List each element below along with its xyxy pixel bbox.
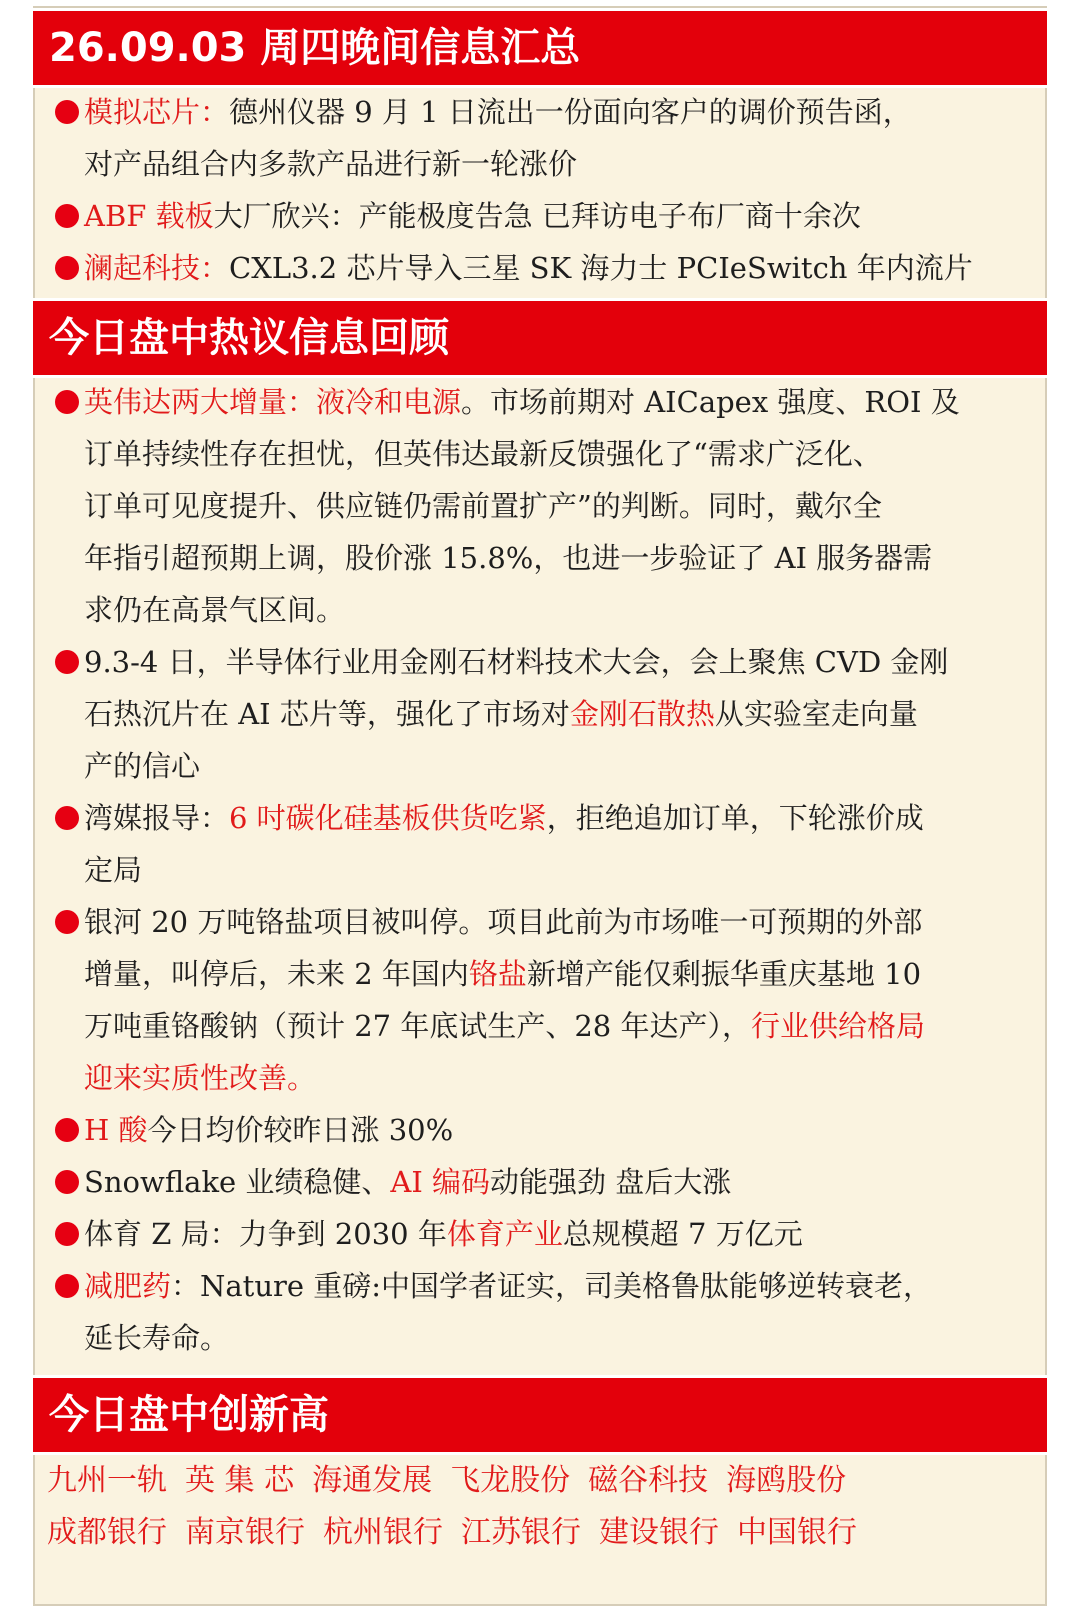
body-text: 订单可见度提升、供应链仍需前置扩产”的判断。同时，戴尔全: [84, 489, 882, 523]
stock-name: 建设银行: [599, 1515, 719, 1550]
news-item: [33, 190, 1047, 242]
body-text: ：Nature 重磅:中国学者证实，司美格鲁肽能够逆转衰老，: [171, 1269, 933, 1303]
stock-name: 英 集 芯: [185, 1463, 295, 1498]
red-dot-bullet-icon: [55, 390, 79, 414]
highlight-text: 澜起科技：: [84, 251, 230, 285]
news-item: [33, 376, 1047, 636]
news-line: [84, 1052, 1033, 1104]
highlight-text: AI 编码: [390, 1165, 491, 1199]
stock-name: 飞龙股份: [450, 1463, 571, 1498]
news-line: [84, 1312, 1033, 1364]
summary-section: [33, 86, 1047, 294]
news-line: [84, 584, 1033, 636]
news-line: [84, 86, 1033, 138]
stock-row: [47, 1507, 1047, 1559]
highlight-text: 模拟芯片：: [84, 95, 230, 129]
news-line: [84, 844, 1033, 896]
new-high-header: 今日盘中创新高: [33, 1375, 1047, 1455]
review-header: 今日盘中热议信息回顾: [33, 298, 1047, 378]
stock-name: 海通发展: [312, 1463, 433, 1498]
stock-name: 杭州银行: [323, 1515, 443, 1550]
highlight-text: 迎来实质性改善。: [84, 1061, 317, 1095]
body-text: 对产品组合内多款产品进行新一轮涨价: [84, 147, 578, 181]
highlight-text: 体育产业: [446, 1217, 563, 1251]
body-text: 湾媒报导：: [84, 801, 230, 835]
body-text: ，拒绝追加订单，下轮涨价成: [546, 801, 924, 835]
news-item: [33, 636, 1047, 792]
stock-name: 成都银行: [47, 1515, 167, 1550]
body-text: 大厂欣兴：产能极度告急 已拜访电子布厂商十余次: [213, 199, 861, 233]
news-line: [84, 896, 1033, 948]
news-line: [84, 532, 1033, 584]
body-text: 德州仪器 9 月 1 日流出一份面向客户的调价预告函，: [229, 95, 912, 129]
highlight-text: 减肥药: [84, 1269, 172, 1303]
stock-name: 中国银行: [737, 1515, 857, 1550]
news-line: [84, 1156, 1033, 1208]
stock-name: 江苏银行: [461, 1515, 581, 1550]
news-item: [33, 792, 1047, 896]
body-text: Snowflake 业绩稳健、: [84, 1165, 391, 1199]
news-line: [84, 428, 1033, 480]
news-line: [84, 138, 1033, 190]
news-item: [33, 86, 1047, 190]
news-line: [84, 480, 1033, 532]
highlight-text: 铬盐: [468, 957, 527, 991]
news-line: [84, 688, 1033, 740]
body-text: 产的信心: [84, 749, 201, 783]
body-text: 延长寿命。: [84, 1321, 230, 1355]
body-text: 石热沉片在 AI 芯片等，强化了市场对: [84, 697, 570, 731]
body-text: 总规模超 7 万亿元: [562, 1217, 803, 1251]
review-section: [33, 376, 1047, 1364]
body-text: 今日均价较昨日涨 30%: [147, 1113, 454, 1147]
news-item: [33, 1156, 1047, 1208]
news-line: [84, 740, 1033, 792]
highlight-text: 金刚石散热: [569, 697, 715, 731]
highlight-text: ABF 载板: [84, 199, 214, 233]
highlight-text: 行业供给格局: [750, 1009, 925, 1043]
body-text: 万吨重铬酸钠（预计 27 年底试生产、28 年达产），: [84, 1009, 751, 1043]
news-item: [33, 896, 1047, 1104]
news-line: [84, 242, 1033, 294]
body-text: CXL3.2 芯片导入三星 SK 海力士 PCIeSwitch 年内流片: [229, 251, 973, 285]
news-item: [33, 1104, 1047, 1156]
news-line: [84, 948, 1033, 1000]
news-item: [33, 242, 1047, 294]
news-line: [84, 376, 1033, 428]
news-item: [33, 1208, 1047, 1260]
body-text: 求仍在高景气区间。: [84, 593, 346, 627]
highlight-text: 英伟达两大增量：液冷和电源: [84, 385, 462, 419]
highlight-text: H 酸: [84, 1113, 148, 1147]
stock-row: [47, 1455, 1047, 1507]
stock-name: 九州一轨: [47, 1463, 167, 1498]
red-dot-bullet-icon: [55, 100, 79, 124]
red-dot-bullet-icon: [55, 1222, 79, 1246]
red-dot-bullet-icon: [55, 650, 79, 674]
body-text: 从实验室走向量: [714, 697, 918, 731]
news-line: [84, 1104, 1033, 1156]
news-line: [84, 636, 1033, 688]
body-text: 增量，叫停后，未来 2 年国内: [84, 957, 469, 991]
body-text: 年指引超预期上调，股价涨 15.8%，也进一步验证了 AI 服务器需: [84, 541, 933, 575]
red-dot-bullet-icon: [55, 256, 79, 280]
stock-name: 海鸥股份: [726, 1463, 847, 1498]
body-text: 定局: [84, 853, 143, 887]
stock-name: 磁谷科技: [588, 1463, 709, 1498]
body-text: 9.3-4 日，半导体行业用金刚石材料技术大会，会上聚焦 CVD 金刚: [84, 645, 949, 679]
body-text: 。市场前期对 AICapex 强度、ROI 及: [461, 385, 960, 419]
summary-header: 26.09.03 周四晚间信息汇总: [33, 8, 1047, 88]
body-text: 新增产能仅剩振华重庆基地 10: [526, 957, 922, 991]
red-dot-bullet-icon: [55, 1170, 79, 1194]
stock-name: 南京银行: [185, 1515, 305, 1550]
news-line: [84, 1260, 1033, 1312]
red-dot-bullet-icon: [55, 1118, 79, 1142]
red-dot-bullet-icon: [55, 1274, 79, 1298]
red-dot-bullet-icon: [55, 806, 79, 830]
highlight-text: 6 吋碳化硅基板供货吃紧: [229, 801, 547, 835]
news-line: [84, 792, 1033, 844]
new-high-stock-list: [33, 1455, 1047, 1559]
red-dot-bullet-icon: [55, 204, 79, 228]
body-text: 订单持续性存在担忧，但英伟达最新反馈强化了“需求广泛化、: [84, 437, 882, 471]
body-text: 银河 20 万吨铬盐项目被叫停。项目此前为市场唯一可预期的外部: [84, 905, 923, 939]
body-text: 体育 Z 局：力争到 2030 年: [84, 1217, 447, 1251]
news-line: [84, 1208, 1033, 1260]
news-line: [84, 190, 1033, 242]
news-line: [84, 1000, 1033, 1052]
news-item: [33, 1260, 1047, 1364]
red-dot-bullet-icon: [55, 910, 79, 934]
body-text: 动能强劲 盘后大涨: [490, 1165, 732, 1199]
